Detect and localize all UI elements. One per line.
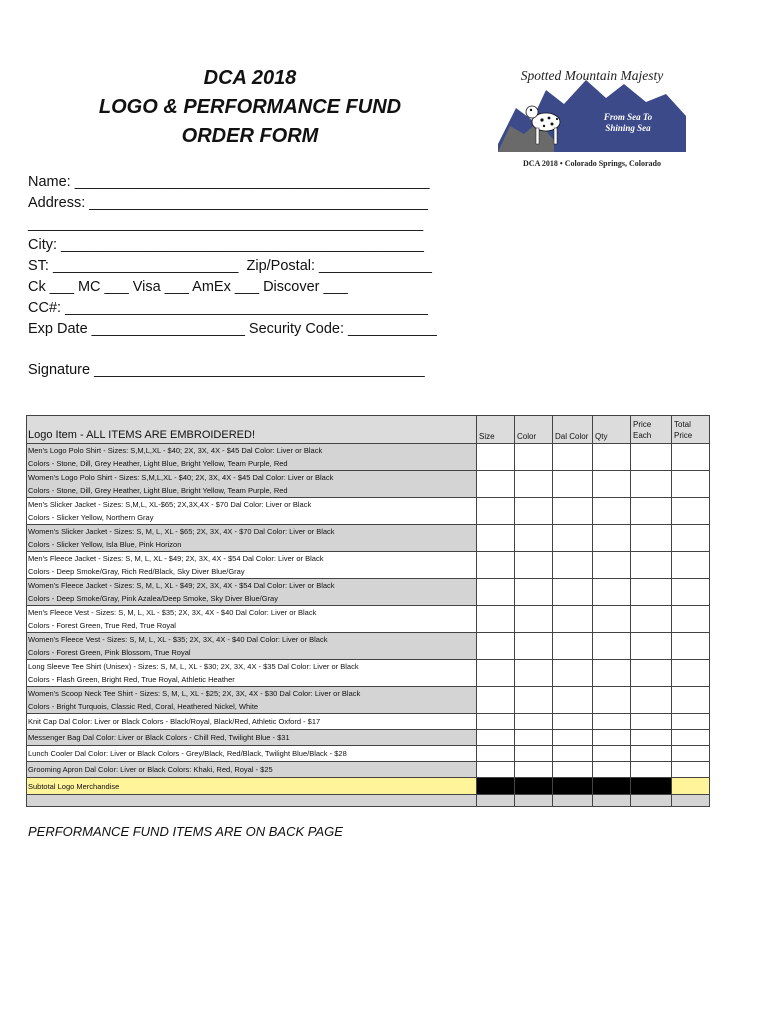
header-qty: Qty: [593, 416, 631, 444]
item-description: [27, 714, 477, 730]
color-cell[interactable]: [515, 552, 553, 579]
total-price-cell[interactable]: [672, 762, 710, 778]
total-price-cell[interactable]: [672, 606, 710, 633]
performance-fund-note: PERFORMANCE FUND ITEMS ARE ON BACK PAGE: [28, 824, 343, 839]
total-price-cell[interactable]: [672, 471, 710, 498]
item-line-1: Women's Scoop Neck Tee Shirt - Sizes: S, M, L, XL - $25; 2X, 3X, 4X - $30 Dal Color: Liver or Black: [28, 689, 361, 698]
price-each-cell[interactable]: [631, 579, 672, 606]
title-line-1: DCA 2018: [203, 67, 297, 89]
logo-items-table: [26, 415, 710, 807]
dal-color-cell[interactable]: [553, 525, 593, 552]
subtotal-blocked-cell: [631, 778, 672, 795]
dal-color-cell[interactable]: [553, 444, 593, 471]
item-line-1: Men's Slicker Jacket - Sizes: S,M,L, XL-$65; 2X,3X,4X - $70 Dal Color: Liver or Black: [28, 500, 312, 509]
dal-color-cell[interactable]: [553, 579, 593, 606]
table-row: [27, 660, 710, 687]
item-description: [27, 525, 477, 552]
qty-cell[interactable]: [593, 730, 631, 746]
color-cell[interactable]: [515, 579, 553, 606]
blank-cell: [593, 795, 631, 807]
item-line-1: Long Sleeve Tee Shirt (Unisex) - Sizes: S, M, L, XL - $30; 2X, 3X, 4X - $35 Dal Color: Liver or Black: [28, 662, 359, 671]
size-cell[interactable]: [477, 525, 515, 552]
item-line-1: Women's Logo Polo Shirt - Sizes: S,M,L,XL - $40; 2X, 3X, 4X - $45 Dal Color: Liver or Black: [28, 473, 334, 482]
price-each-cell[interactable]: [631, 498, 672, 525]
item-line-1: Women's Fleece Vest - Sizes: S, M, L, XL - $35; 2X, 3X, 4X - $40 Dal Color: Liver or Black: [28, 635, 328, 644]
item-line-1: Men's Fleece Jacket - Sizes: S, M, L, XL - $49; 2X, 3X, 4X - $54 Dal Color: Liver or Black: [28, 554, 324, 563]
dal-color-cell[interactable]: [553, 633, 593, 660]
blank-row: [27, 795, 710, 807]
table-row: [27, 633, 710, 660]
size-cell[interactable]: [477, 714, 515, 730]
table-row: [27, 746, 710, 762]
item-description: [27, 606, 477, 633]
price-each-cell[interactable]: [631, 525, 672, 552]
item-line-1: Lunch Cooler Dal Color: Liver or Black Colors - Grey/Black, Red/Black, Twilight Blue/Black - $28: [28, 749, 347, 758]
item-description: [27, 633, 477, 660]
color-cell[interactable]: [515, 606, 553, 633]
qty-cell[interactable]: [593, 552, 631, 579]
price-each-cell[interactable]: [631, 471, 672, 498]
blank-cell: [515, 795, 553, 807]
address-line-2-field[interactable]: _________________________________________________: [28, 216, 424, 232]
title-line-3: ORDER FORM: [181, 125, 319, 147]
form-title: [60, 64, 440, 151]
table-row: [27, 730, 710, 746]
item-description: [27, 762, 477, 778]
price-each-cell[interactable]: [631, 730, 672, 746]
total-price-cell[interactable]: [672, 552, 710, 579]
dal-color-cell[interactable]: [553, 687, 593, 714]
item-description: [27, 579, 477, 606]
total-price-cell[interactable]: [672, 746, 710, 762]
color-cell[interactable]: [515, 498, 553, 525]
price-each-cell[interactable]: [631, 714, 672, 730]
total-price-cell[interactable]: [672, 687, 710, 714]
item-description: [27, 552, 477, 579]
name-field[interactable]: Name: ____________________________________________: [28, 174, 430, 190]
price-each-cell[interactable]: [631, 762, 672, 778]
item-line-1: Women's Fleece Jacket - Sizes: S, M, L, XL - $49; 2X, 3X, 4X - $54 Dal Color: Liver or Black: [28, 581, 335, 590]
qty-cell[interactable]: [593, 444, 631, 471]
item-line-2: Colors - Flash Green, Bright Red, True Royal, Athletic Heather: [28, 675, 235, 684]
dal-color-cell[interactable]: [553, 714, 593, 730]
item-line-1: Knit Cap Dal Color: Liver or Black Colors - Black/Royal, Black/Red, Athletic Oxford - $17: [28, 717, 321, 726]
header-dal-color: Dal Color: [553, 416, 593, 444]
item-line-2: Colors - Bright Turquois, Classic Red, Coral, Heathered Nickel, White: [28, 702, 259, 711]
qty-cell[interactable]: [593, 606, 631, 633]
logo-bottom-text: DCA 2018 • Colorado Springs, Colorado: [523, 159, 661, 168]
item-line-2: Colors - Slicker Yellow, Northern Gray: [28, 513, 154, 522]
price-each-cell[interactable]: [631, 633, 672, 660]
size-cell[interactable]: [477, 746, 515, 762]
logo-tagline-2: Shining Sea: [605, 123, 651, 133]
city-field[interactable]: City: _____________________________________________: [28, 237, 424, 253]
table-row: [27, 444, 710, 471]
color-cell[interactable]: [515, 730, 553, 746]
payment-type-field[interactable]: Ck ___ MC ___ Visa ___ AmEx ___ Discover ___: [28, 279, 348, 295]
size-cell[interactable]: [477, 730, 515, 746]
size-cell[interactable]: [477, 762, 515, 778]
table-row: [27, 579, 710, 606]
item-line-2: Colors - Slicker Yellow, Isla Blue, Pink Horizon: [28, 540, 182, 549]
table-row: [27, 762, 710, 778]
subtotal-blocked-cell: [477, 778, 515, 795]
item-line-1: Men's Fleece Vest - Sizes: S, M, L, XL - $35; 2X, 3X, 4X - $40 Dal Color: Liver or Black: [28, 608, 317, 617]
color-cell[interactable]: [515, 714, 553, 730]
item-line-2: Colors - Forest Green, Pink Blossom, True Royal: [28, 648, 191, 657]
dal-color-cell[interactable]: [553, 762, 593, 778]
total-price-cell[interactable]: [672, 579, 710, 606]
item-line-2: Colors - Stone, Dill, Grey Heather, Light Blue, Bright Yellow, Team Purple, Red: [28, 459, 288, 468]
size-cell[interactable]: [477, 633, 515, 660]
qty-cell[interactable]: [593, 498, 631, 525]
title-line-2: LOGO & PERFORMANCE FUND: [98, 96, 402, 118]
price-each-cell[interactable]: [631, 552, 672, 579]
table-row: [27, 714, 710, 730]
qty-cell[interactable]: [593, 687, 631, 714]
dal-color-cell[interactable]: [553, 660, 593, 687]
dal-color-cell[interactable]: [553, 552, 593, 579]
table-row: [27, 498, 710, 525]
color-cell[interactable]: [515, 687, 553, 714]
table-row: [27, 525, 710, 552]
color-cell[interactable]: [515, 633, 553, 660]
header-color: Color: [515, 416, 553, 444]
qty-cell[interactable]: [593, 714, 631, 730]
qty-cell[interactable]: [593, 525, 631, 552]
size-cell[interactable]: [477, 471, 515, 498]
size-cell[interactable]: [477, 552, 515, 579]
size-cell[interactable]: [477, 606, 515, 633]
total-price-cell[interactable]: [672, 633, 710, 660]
table-row: [27, 606, 710, 633]
header-price-each: Price Each: [631, 416, 672, 444]
item-description: [27, 687, 477, 714]
subtotal-blocked-cell: [553, 778, 593, 795]
logo-top-text: Spotted Mountain Majesty: [520, 68, 664, 83]
item-line-1: Men's Logo Polo Shirt - Sizes: S,M,L,XL - $40; 2X, 3X, 4X - $45 Dal Color: Liver or Black: [28, 446, 323, 455]
subtotal-blocked-cell: [515, 778, 553, 795]
price-each-cell[interactable]: [631, 444, 672, 471]
price-each-cell[interactable]: [631, 687, 672, 714]
size-cell[interactable]: [477, 687, 515, 714]
item-line-1: Women's Slicker Jacket - Sizes: S, M, L, XL - $65; 2X, 3X, 4X - $70 Dal Color: Liver or Black: [28, 527, 335, 536]
dal-color-cell[interactable]: [553, 498, 593, 525]
table-row: [27, 552, 710, 579]
size-cell[interactable]: [477, 660, 515, 687]
blank-cell: [477, 795, 515, 807]
item-description: [27, 471, 477, 498]
qty-cell[interactable]: [593, 762, 631, 778]
blank-cell: [27, 795, 477, 807]
subtotal-label: Subtotal Logo Merchandise: [27, 778, 477, 795]
item-line-2: Colors - Stone, Dill, Grey Heather, Light Blue, Bright Yellow, Team Purple, Red: [28, 486, 288, 495]
item-description: [27, 498, 477, 525]
dal-color-cell[interactable]: [553, 746, 593, 762]
blank-cell: [672, 795, 710, 807]
color-cell[interactable]: [515, 762, 553, 778]
cc-number-field[interactable]: CC#: _____________________________________________: [28, 300, 428, 316]
color-cell[interactable]: [515, 746, 553, 762]
subtotal-row: [27, 778, 710, 795]
total-price-cell[interactable]: [672, 714, 710, 730]
qty-cell[interactable]: [593, 660, 631, 687]
table-row: [27, 687, 710, 714]
dal-color-cell[interactable]: [553, 730, 593, 746]
size-cell[interactable]: [477, 579, 515, 606]
item-line-1: Grooming Apron Dal Color: Liver or Black Colors: Khaki, Red, Royal - $25: [28, 765, 273, 774]
item-description: [27, 746, 477, 762]
state-zip-field[interactable]: ST: _______________________ Zip/Postal: ______________: [28, 258, 432, 274]
dal-color-cell[interactable]: [553, 471, 593, 498]
total-price-cell[interactable]: [672, 525, 710, 552]
qty-cell[interactable]: [593, 746, 631, 762]
total-price-cell[interactable]: [672, 444, 710, 471]
item-description: [27, 660, 477, 687]
header-total-price: Total Price: [672, 416, 710, 444]
price-each-cell[interactable]: [631, 606, 672, 633]
size-cell[interactable]: [477, 498, 515, 525]
total-price-cell[interactable]: [672, 660, 710, 687]
header-size: Size: [477, 416, 515, 444]
exp-security-field[interactable]: Exp Date ___________________ Security Code: ___________: [28, 321, 437, 337]
price-each-cell[interactable]: [631, 746, 672, 762]
color-cell[interactable]: [515, 525, 553, 552]
blank-cell: [631, 795, 672, 807]
subtotal-total-cell[interactable]: [672, 778, 710, 795]
subtotal-blocked-cell: [593, 778, 631, 795]
item-description: [27, 444, 477, 471]
total-price-cell[interactable]: [672, 498, 710, 525]
dal-color-cell[interactable]: [553, 606, 593, 633]
total-price-cell[interactable]: [672, 730, 710, 746]
header-logo-item: Logo Item - ALL ITEMS ARE EMBROIDERED!: [27, 416, 477, 444]
signature-field[interactable]: Signature _________________________________________: [28, 362, 425, 378]
item-line-2: Colors - Forest Green, True Red, True Royal: [28, 621, 176, 630]
qty-cell[interactable]: [593, 471, 631, 498]
qty-cell[interactable]: [593, 633, 631, 660]
address-field[interactable]: Address: __________________________________________: [28, 195, 428, 211]
color-cell[interactable]: [515, 444, 553, 471]
event-logo: [494, 60, 690, 174]
blank-cell: [553, 795, 593, 807]
color-cell[interactable]: [515, 660, 553, 687]
table-row: [27, 471, 710, 498]
item-line-1: Messenger Bag Dal Color: Liver or Black Colors - Chill Red, Twilight Blue - $31: [28, 733, 290, 742]
price-each-cell[interactable]: [631, 660, 672, 687]
logo-tagline-1: From Sea To: [603, 112, 653, 122]
qty-cell[interactable]: [593, 579, 631, 606]
size-cell[interactable]: [477, 444, 515, 471]
item-line-2: Colors - Deep Smoke/Gray, Rich Red/Black, Sky Diver Blue/Gray: [28, 567, 245, 576]
item-description: [27, 730, 477, 746]
color-cell[interactable]: [515, 471, 553, 498]
item-line-2: Colors - Deep Smoke/Gray, Pink Azalea/Deep Smoke, Sky Diver Blue/Gray: [28, 594, 278, 603]
